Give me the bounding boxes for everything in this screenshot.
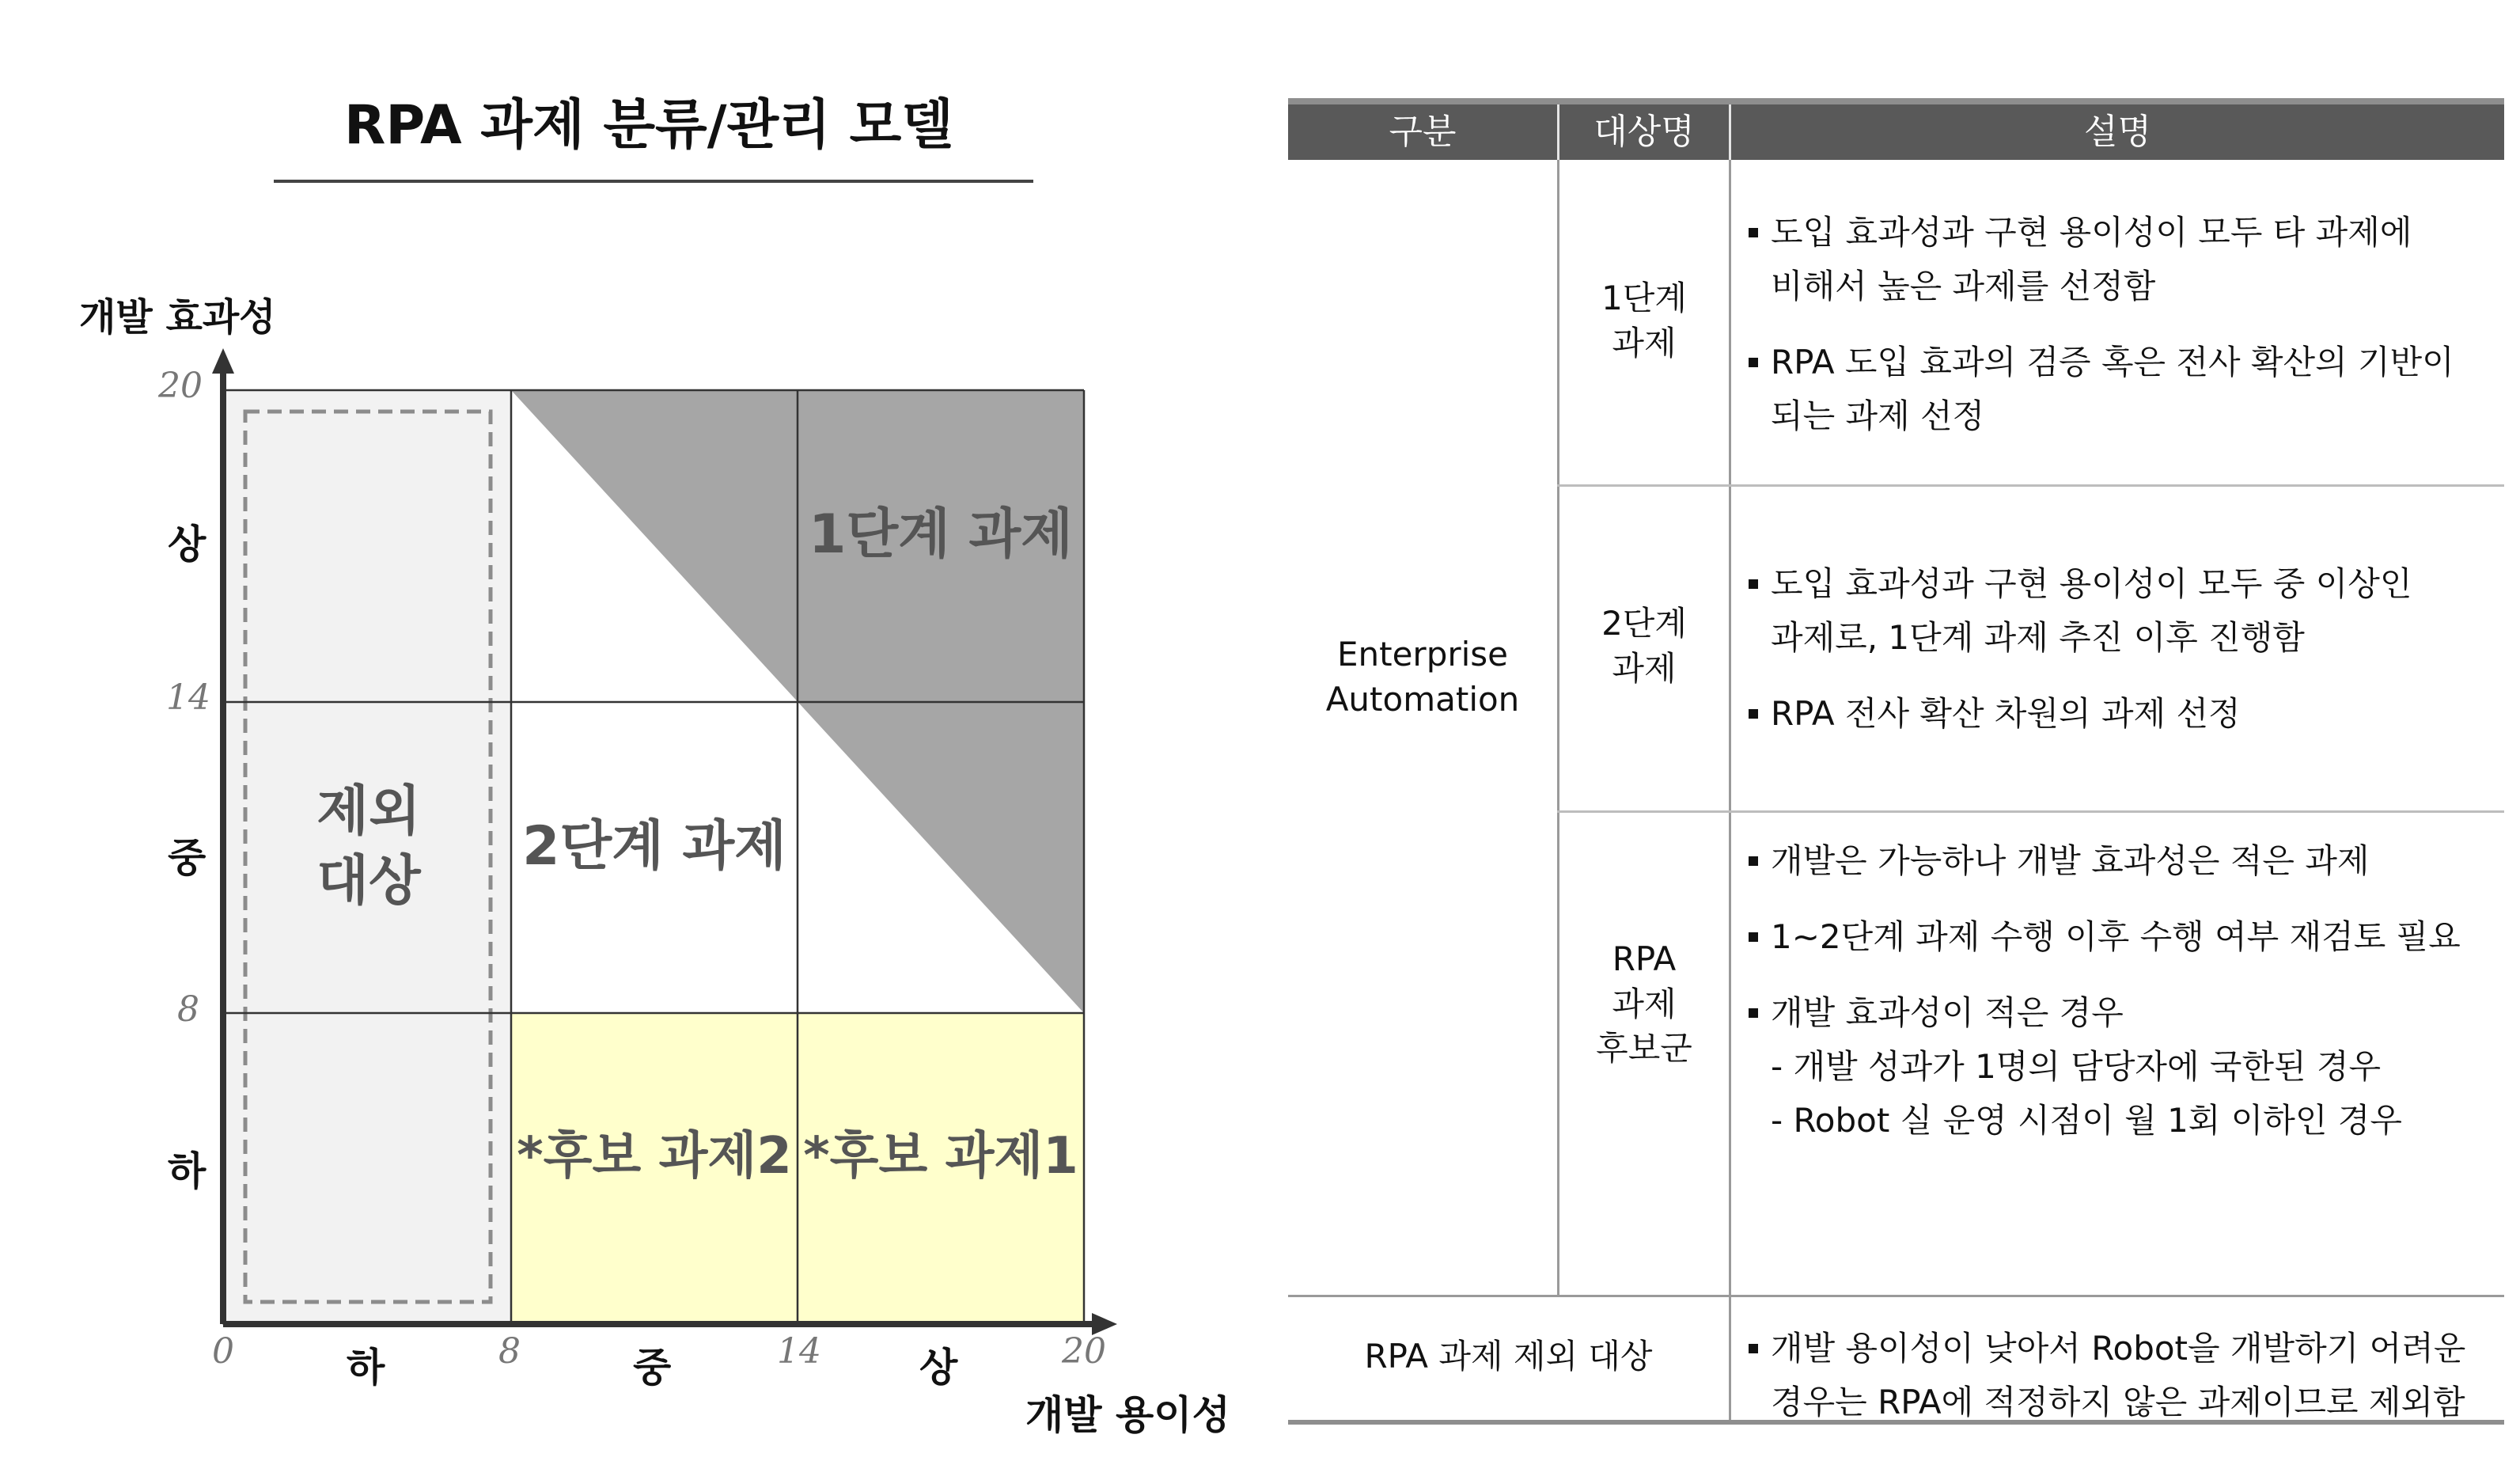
row-rule [1557, 810, 2504, 813]
excluded-label: 제외 대상 [316, 780, 421, 913]
x-level-mid: 중 [633, 1345, 672, 1391]
list-item: 개발 효과성이 적은 경우 [1747, 986, 2491, 1040]
page-title: RPA 과제 분류/관리 모델 [344, 94, 953, 157]
list-item: 1~2단계 과제 수행 이후 수행 여부 재검토 필요 [1747, 910, 2491, 964]
row-desc-candidates [1747, 834, 2491, 1148]
description-table [1288, 98, 2504, 1425]
stage1-label: 1단계 과제 [809, 503, 1073, 566]
row-name-candidates: RPA 과제 후보군 [1596, 939, 1692, 1068]
list-item: RPA 전사 확산 차원의 과제 선정 [1747, 687, 2491, 741]
list-item: RPA 도입 효과의 검증 혹은 전사 확산의 기반이 되는 과제 선정 [1747, 336, 2491, 443]
row-rule [1557, 484, 2504, 487]
y-tick: 8 [177, 989, 199, 1030]
row-name-stage1: 1단계 과제 [1601, 279, 1687, 362]
x-tick: 20 [1062, 1331, 1106, 1372]
row-desc-stage1 [1747, 206, 2491, 465]
list-item: 도입 효과성과 구현 용이성이 모두 타 과제에 비해서 높은 과제를 선정함 [1747, 206, 2491, 313]
candidate2-label: *후보 과제2 [517, 1127, 792, 1186]
y-tick: 14 [166, 677, 210, 718]
x-level-high: 상 [919, 1345, 958, 1391]
x-axis-title: 개발 용이성 [1025, 1392, 1230, 1438]
row-rule [1288, 1295, 2504, 1297]
y-axis-arrowhead [212, 348, 234, 374]
sub-list-item: - Robot 실 운영 시점이 월 1회 이하인 경우 [1771, 1101, 2402, 1140]
x-tick: 0 [212, 1331, 234, 1372]
sub-list-item: - 개발 성과가 1명의 담당자에 국한된 경우 [1771, 1047, 2382, 1086]
x-level-low: 하 [347, 1345, 385, 1391]
y-level-mid: 중 [168, 835, 207, 881]
excluded-row-desc [1747, 1322, 2491, 1429]
group-label: Enterprise Automation [1325, 635, 1520, 719]
column-rule [1729, 160, 1731, 1420]
header-category: 구분 [1389, 112, 1457, 152]
x-tick: 14 [777, 1331, 821, 1372]
list-item: 도입 효과성과 구현 용이성이 모두 중 이상인 과제로, 1단계 과제 추진 이후 진행함 [1747, 557, 2491, 665]
row-name-stage2: 2단계 과제 [1601, 604, 1687, 688]
x-tick: 8 [498, 1331, 521, 1372]
y-tick: 20 [158, 366, 203, 406]
table-header [1288, 98, 2504, 160]
row-desc-stage2 [1747, 557, 2491, 763]
stage2-label: 2단계 과제 [522, 815, 786, 878]
y-axis-title: 개발 효과성 [79, 295, 276, 340]
header-description: 설명 [2083, 112, 2151, 152]
y-level-high: 상 [168, 522, 207, 567]
header-target-name: 대상명 [1593, 112, 1695, 152]
list-item: 개발 용이성이 낮아서 Robot을 개발하기 어려운 경우는 RPA에 적정하지 않은 과제이므로 제외함 [1747, 1322, 2491, 1429]
list-item: 개발은 가능하나 개발 효과성은 적은 과제 [1747, 834, 2491, 888]
candidate1-label: *후보 과제1 [803, 1127, 1078, 1186]
excluded-row-label: RPA 과제 제외 대상 [1364, 1337, 1653, 1376]
y-level-low: 하 [168, 1148, 207, 1194]
